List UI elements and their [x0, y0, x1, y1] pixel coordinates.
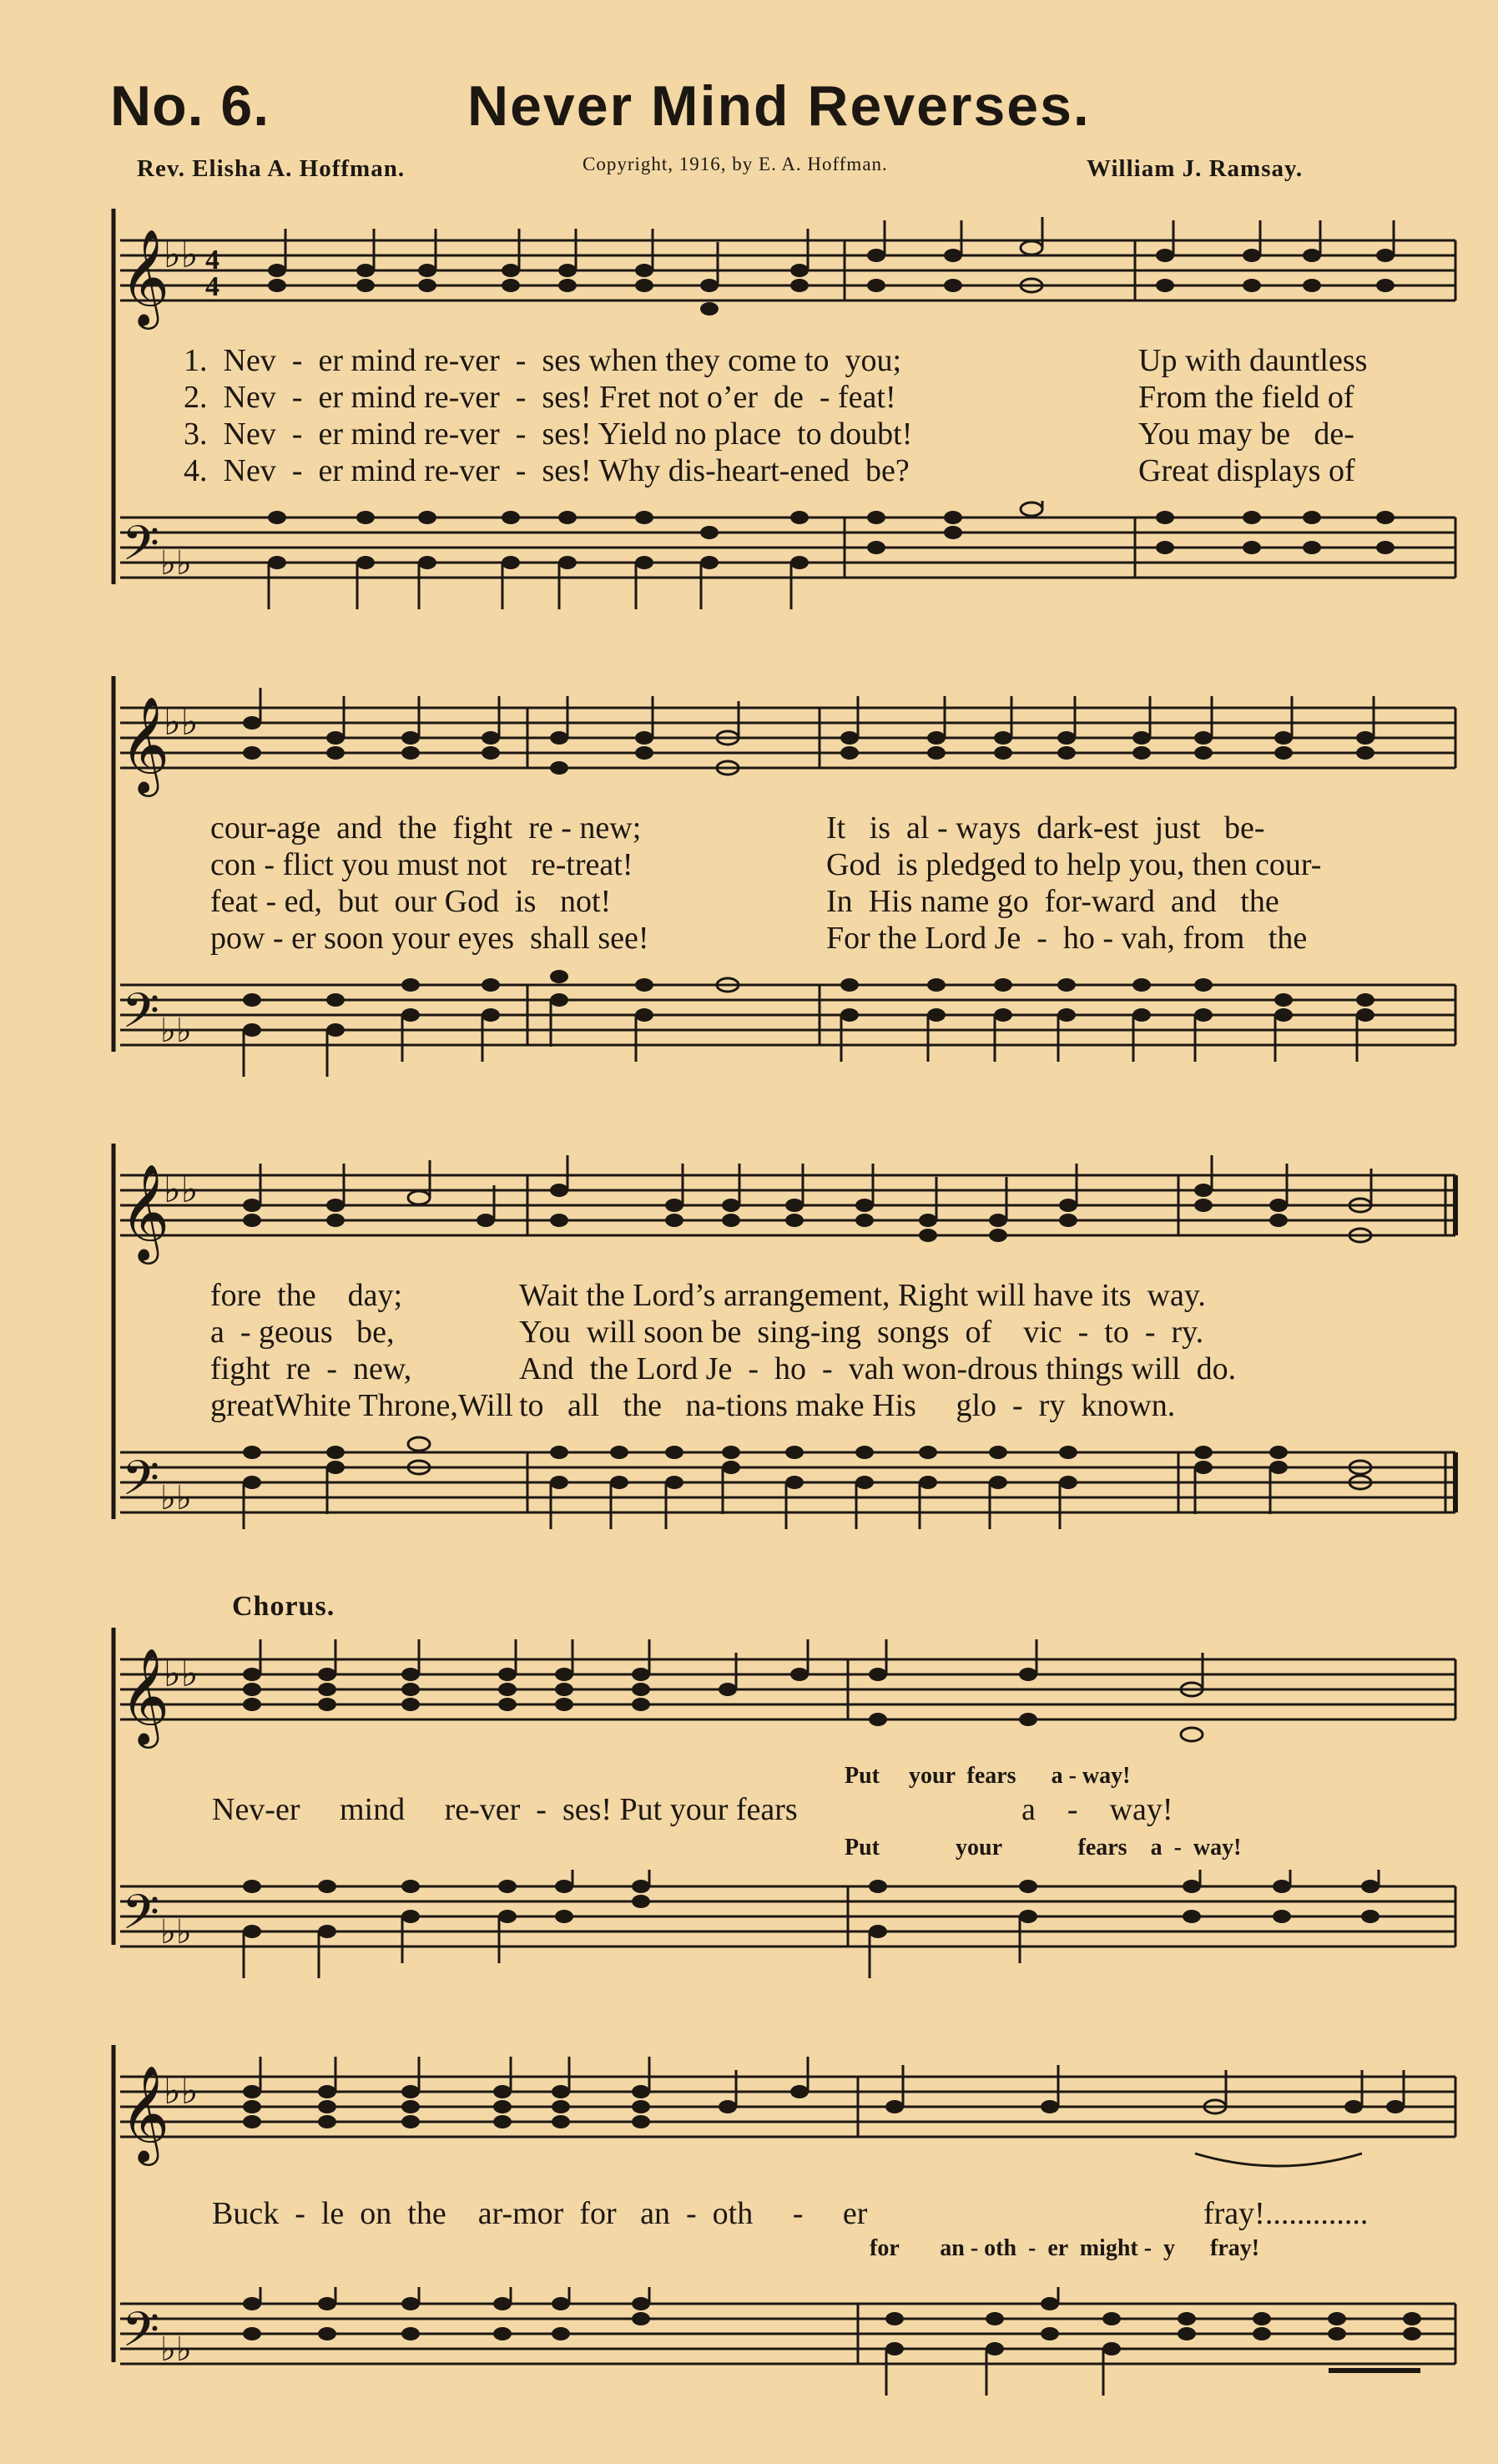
bass-staff: [110, 1436, 1462, 1594]
treble-staff: [110, 217, 1462, 342]
treble-staff: [110, 2053, 1462, 2179]
verse-3-line-2: feat - ed, but our God is not!: [210, 884, 612, 919]
chorus-echo-upper-1: Put your fears a - way!: [845, 1763, 1131, 1789]
svg-text:♭♭: ♭♭: [164, 1654, 199, 1694]
bass-clef-icon: 𝄢: [122, 518, 160, 583]
treble-clef-icon: 𝄞: [120, 228, 170, 326]
music-system-1: [110, 192, 1462, 659]
verse-2-line-2-end: God is pledged to help you, then cour-: [826, 847, 1322, 882]
verse-4-line-3-end: to all the na-tions make His glo - ry known.: [519, 1388, 1176, 1423]
bass-staff: [110, 1870, 1462, 2028]
verse-3-line-1: 3. Nev - er mind re-ver - ses! Yield no place to doubt!: [184, 417, 913, 452]
svg-text:♭♭: ♭♭: [164, 702, 199, 743]
svg-text:4: 4: [205, 271, 219, 302]
svg-text:♭♭: ♭♭: [160, 1913, 192, 1951]
verse-2-line-1-end: From the field of: [1138, 380, 1354, 415]
bass-staff: [110, 2287, 1462, 2446]
verse-1-line-2: cour-age and the fight re - new;: [210, 810, 642, 846]
chorus-line-1-end: a - way!: [1021, 1792, 1173, 1827]
verse-3-line-3: fight re - new,: [210, 1351, 412, 1386]
chorus-line-1: Nev-er mind re-ver - ses! Put your fears: [212, 1792, 798, 1827]
verse-1-line-1-end: Up with dauntless: [1138, 343, 1368, 378]
verse-1-line-1: 1. Nev - er mind re-ver - ses when they come to you;: [184, 343, 902, 378]
verse-4-line-3: greatWhite Throne,Will: [210, 1388, 513, 1423]
verse-2-line-1: 2. Nev - er mind re-ver - ses! Fret not o’er de - feat!: [184, 380, 896, 415]
bass-clef-icon: 𝄢: [122, 1887, 160, 1952]
svg-text:♭♭: ♭♭: [160, 1012, 192, 1049]
verse-4-line-2: pow - er soon your eyes shall see!: [210, 921, 649, 956]
chorus-echo-lower-1: Put your fears a - way!: [845, 1835, 1242, 1861]
author-credit: Rev. Elisha A. Hoffman.: [137, 155, 406, 182]
chorus-label: Chorus.: [232, 1591, 335, 1622]
treble-staff: [110, 1152, 1462, 1277]
music-system-5: [110, 2037, 1462, 2454]
verse-3-line-2-end: In His name go for-ward and the: [826, 884, 1279, 919]
bass-staff: [110, 501, 1462, 659]
svg-text:♭♭: ♭♭: [160, 2330, 192, 2368]
svg-text:♭♭: ♭♭: [160, 544, 192, 582]
bass-clef-icon: 𝄢: [122, 986, 160, 1050]
composer-credit: William J. Ramsay.: [1087, 155, 1304, 182]
treble-clef-icon: 𝄞: [120, 1166, 170, 1259]
svg-text:♭♭: ♭♭: [164, 235, 199, 275]
bass-clef-icon: 𝄢: [122, 2305, 160, 2369]
chorus-line-2-end: fray!.............: [1203, 2196, 1369, 2231]
hymn-title: Never Mind Reverses.: [467, 74, 1091, 138]
verse-4-line-2-end: For the Lord Je - ho - vah, from the: [826, 921, 1308, 956]
treble-staff: [110, 1636, 1462, 1761]
svg-text:♭♭: ♭♭: [164, 2071, 199, 2112]
verse-2-line-2: con - flict you must not re-treat!: [210, 847, 633, 882]
verse-1-line-3-end: Wait the Lord’s arrangement, Right will have its way.: [519, 1278, 1206, 1313]
verse-2-line-3-end: You will soon be sing-ing songs of vic - to - ry.: [519, 1315, 1204, 1350]
verse-1-line-3: fore the day;: [210, 1278, 403, 1313]
chorus-line-2: Buck - le on the ar-mor for an - oth - er: [212, 2196, 868, 2231]
verse-2-line-3: a - geous be,: [210, 1315, 395, 1350]
verse-1-line-2-end: It is al - ways dark-est just be-: [826, 810, 1265, 846]
hymn-number: No. 6.: [110, 74, 270, 138]
verse-4-line-1: 4. Nev - er mind re-ver - ses! Why dis-heart-ened be?: [184, 453, 910, 488]
verse-4-line-1-end: Great displays of: [1138, 453, 1355, 488]
system-brace-line: [108, 209, 119, 2379]
music-system-2: [110, 659, 1462, 1127]
svg-text:♭♭: ♭♭: [160, 1479, 192, 1517]
copyright-notice: Copyright, 1916, by E. A. Hoffman.: [583, 154, 888, 174]
bass-clef-icon: 𝄢: [122, 1453, 160, 1517]
treble-staff: [110, 684, 1462, 810]
music-system-3: [110, 1127, 1462, 1594]
bass-staff: [110, 968, 1462, 1127]
chorus-echo-2: for an - oth - er might - y fray!: [870, 2235, 1260, 2261]
verse-3-line-3-end: And the Lord Je - ho - vah won-drous things will do.: [519, 1351, 1237, 1386]
treble-clef-icon: 𝄞: [120, 1650, 170, 1743]
verse-3-line-1-end: You may be de-: [1138, 417, 1354, 452]
treble-clef-icon: 𝄞: [120, 2068, 170, 2160]
music-system-4: [110, 1611, 1462, 2028]
treble-clef-icon: 𝄞: [120, 699, 170, 791]
svg-text:4: 4: [205, 245, 219, 275]
svg-text:♭♭: ♭♭: [164, 1169, 199, 1210]
